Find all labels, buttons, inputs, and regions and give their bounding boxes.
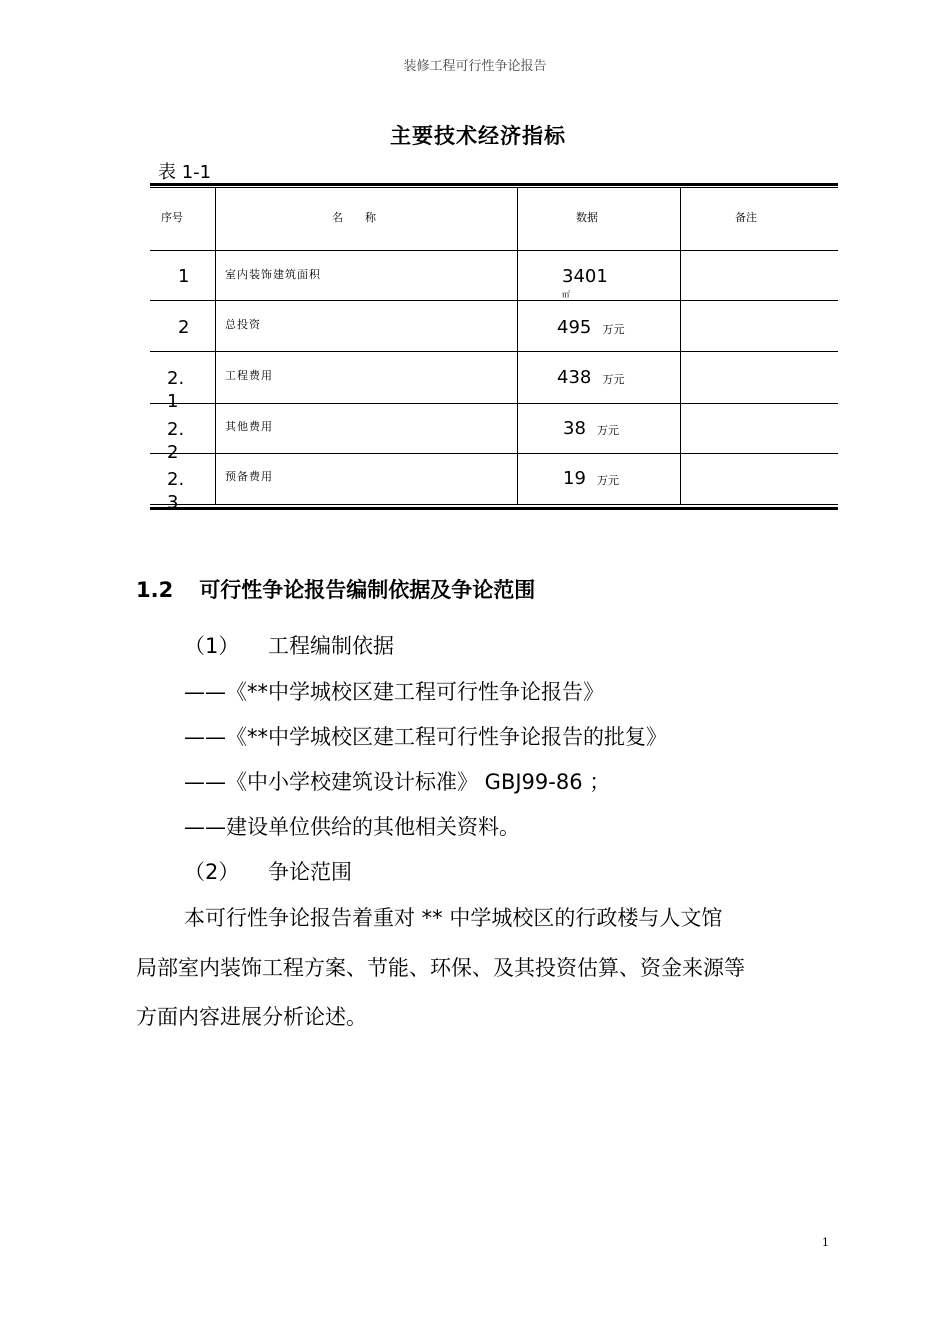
subsection-number: （2）: [184, 860, 240, 884]
table-bottom-rule: [150, 507, 838, 510]
table-top-rule: [150, 183, 838, 186]
header-note: 备注: [735, 211, 757, 224]
row-divider: [150, 453, 838, 454]
row-value: 38: [563, 418, 586, 439]
section-number: 1.2: [136, 578, 174, 602]
section-title: 可行性争论报告编制依据及争论范围: [199, 578, 536, 602]
row-unit: 万元: [602, 323, 625, 336]
page-number: 1: [822, 1236, 829, 1249]
subsection-title: 争论范围: [268, 860, 352, 884]
row-value: 495: [557, 317, 592, 338]
row-seq-part: 2: [167, 442, 179, 463]
row-seq: 1: [178, 266, 190, 287]
reference-item: ——建设单位供给的其他相关资料。: [184, 815, 520, 839]
row-unit: 万元: [597, 424, 619, 437]
row-name: 工程费用: [225, 369, 273, 382]
scope-paragraph-line: 局部室内装饰工程方案、节能、环保、及其投资估算、资金来源等: [136, 956, 745, 980]
economic-indicators-table: [150, 183, 838, 511]
reference-item: ——《中小学校建筑设计标准》 GBJ99-86 ；: [184, 770, 611, 794]
running-header: 装修工程可行性争论报告: [403, 59, 547, 74]
row-data: [557, 367, 624, 388]
reference-item: ——《**中学城校区建工程可行性争论报告》: [184, 680, 604, 704]
row-name: 预备费用: [225, 470, 273, 483]
header-data: 数据: [576, 211, 598, 224]
subsection-title: 工程编制依据: [268, 634, 394, 658]
row-divider: [150, 351, 838, 352]
column-divider: [215, 188, 216, 505]
row-name: 室内装饰建筑面积: [225, 268, 321, 281]
subsection-heading: [184, 630, 394, 660]
row-name: 其他费用: [225, 420, 273, 433]
row-data: [563, 468, 619, 489]
row-value: 19: [563, 468, 586, 489]
column-divider: [680, 188, 681, 505]
subsection-heading: [184, 856, 352, 886]
row-seq: [167, 468, 184, 514]
row-value: 438: [557, 367, 592, 388]
table-bottom-rule-inner: [150, 504, 838, 505]
row-name: 总投资: [225, 318, 261, 331]
subsection-number: （1）: [184, 634, 240, 658]
row-divider: [150, 250, 838, 251]
row-seq: [167, 418, 184, 464]
header-name: 名 称: [332, 211, 376, 224]
row-data: [563, 418, 619, 439]
row-seq: [167, 367, 184, 413]
reference-item: ——《**中学城校区建工程可行性争论报告的批复》: [184, 725, 667, 749]
row-seq-part: 1: [167, 391, 179, 412]
scope-paragraph-line: 本可行性争论报告着重对 ** 中学城校区的行政楼与人文馆: [184, 906, 723, 930]
row-seq-part: 2.: [167, 419, 185, 440]
row-data: [557, 317, 624, 338]
row-value: 3401: [562, 266, 608, 287]
table-top-rule-inner: [150, 187, 838, 188]
row-divider: [150, 300, 838, 301]
header-seq: 序号: [161, 211, 183, 224]
row-divider: [150, 403, 838, 404]
section-heading: [136, 574, 535, 604]
row-unit: ㎡: [562, 290, 570, 299]
row-unit: 万元: [602, 373, 625, 386]
row-seq-part: 3: [167, 492, 179, 513]
column-divider: [517, 188, 518, 505]
row-seq: 2: [178, 317, 190, 338]
scope-paragraph-line: 方面内容进展分析论述。: [136, 1005, 367, 1029]
table-title: 主要技术经济指标: [390, 124, 566, 148]
table-label: 表 1-1: [158, 162, 212, 183]
row-seq-part: 2.: [167, 469, 185, 490]
row-seq-part: 2.: [167, 368, 185, 389]
row-unit: 万元: [597, 474, 619, 487]
